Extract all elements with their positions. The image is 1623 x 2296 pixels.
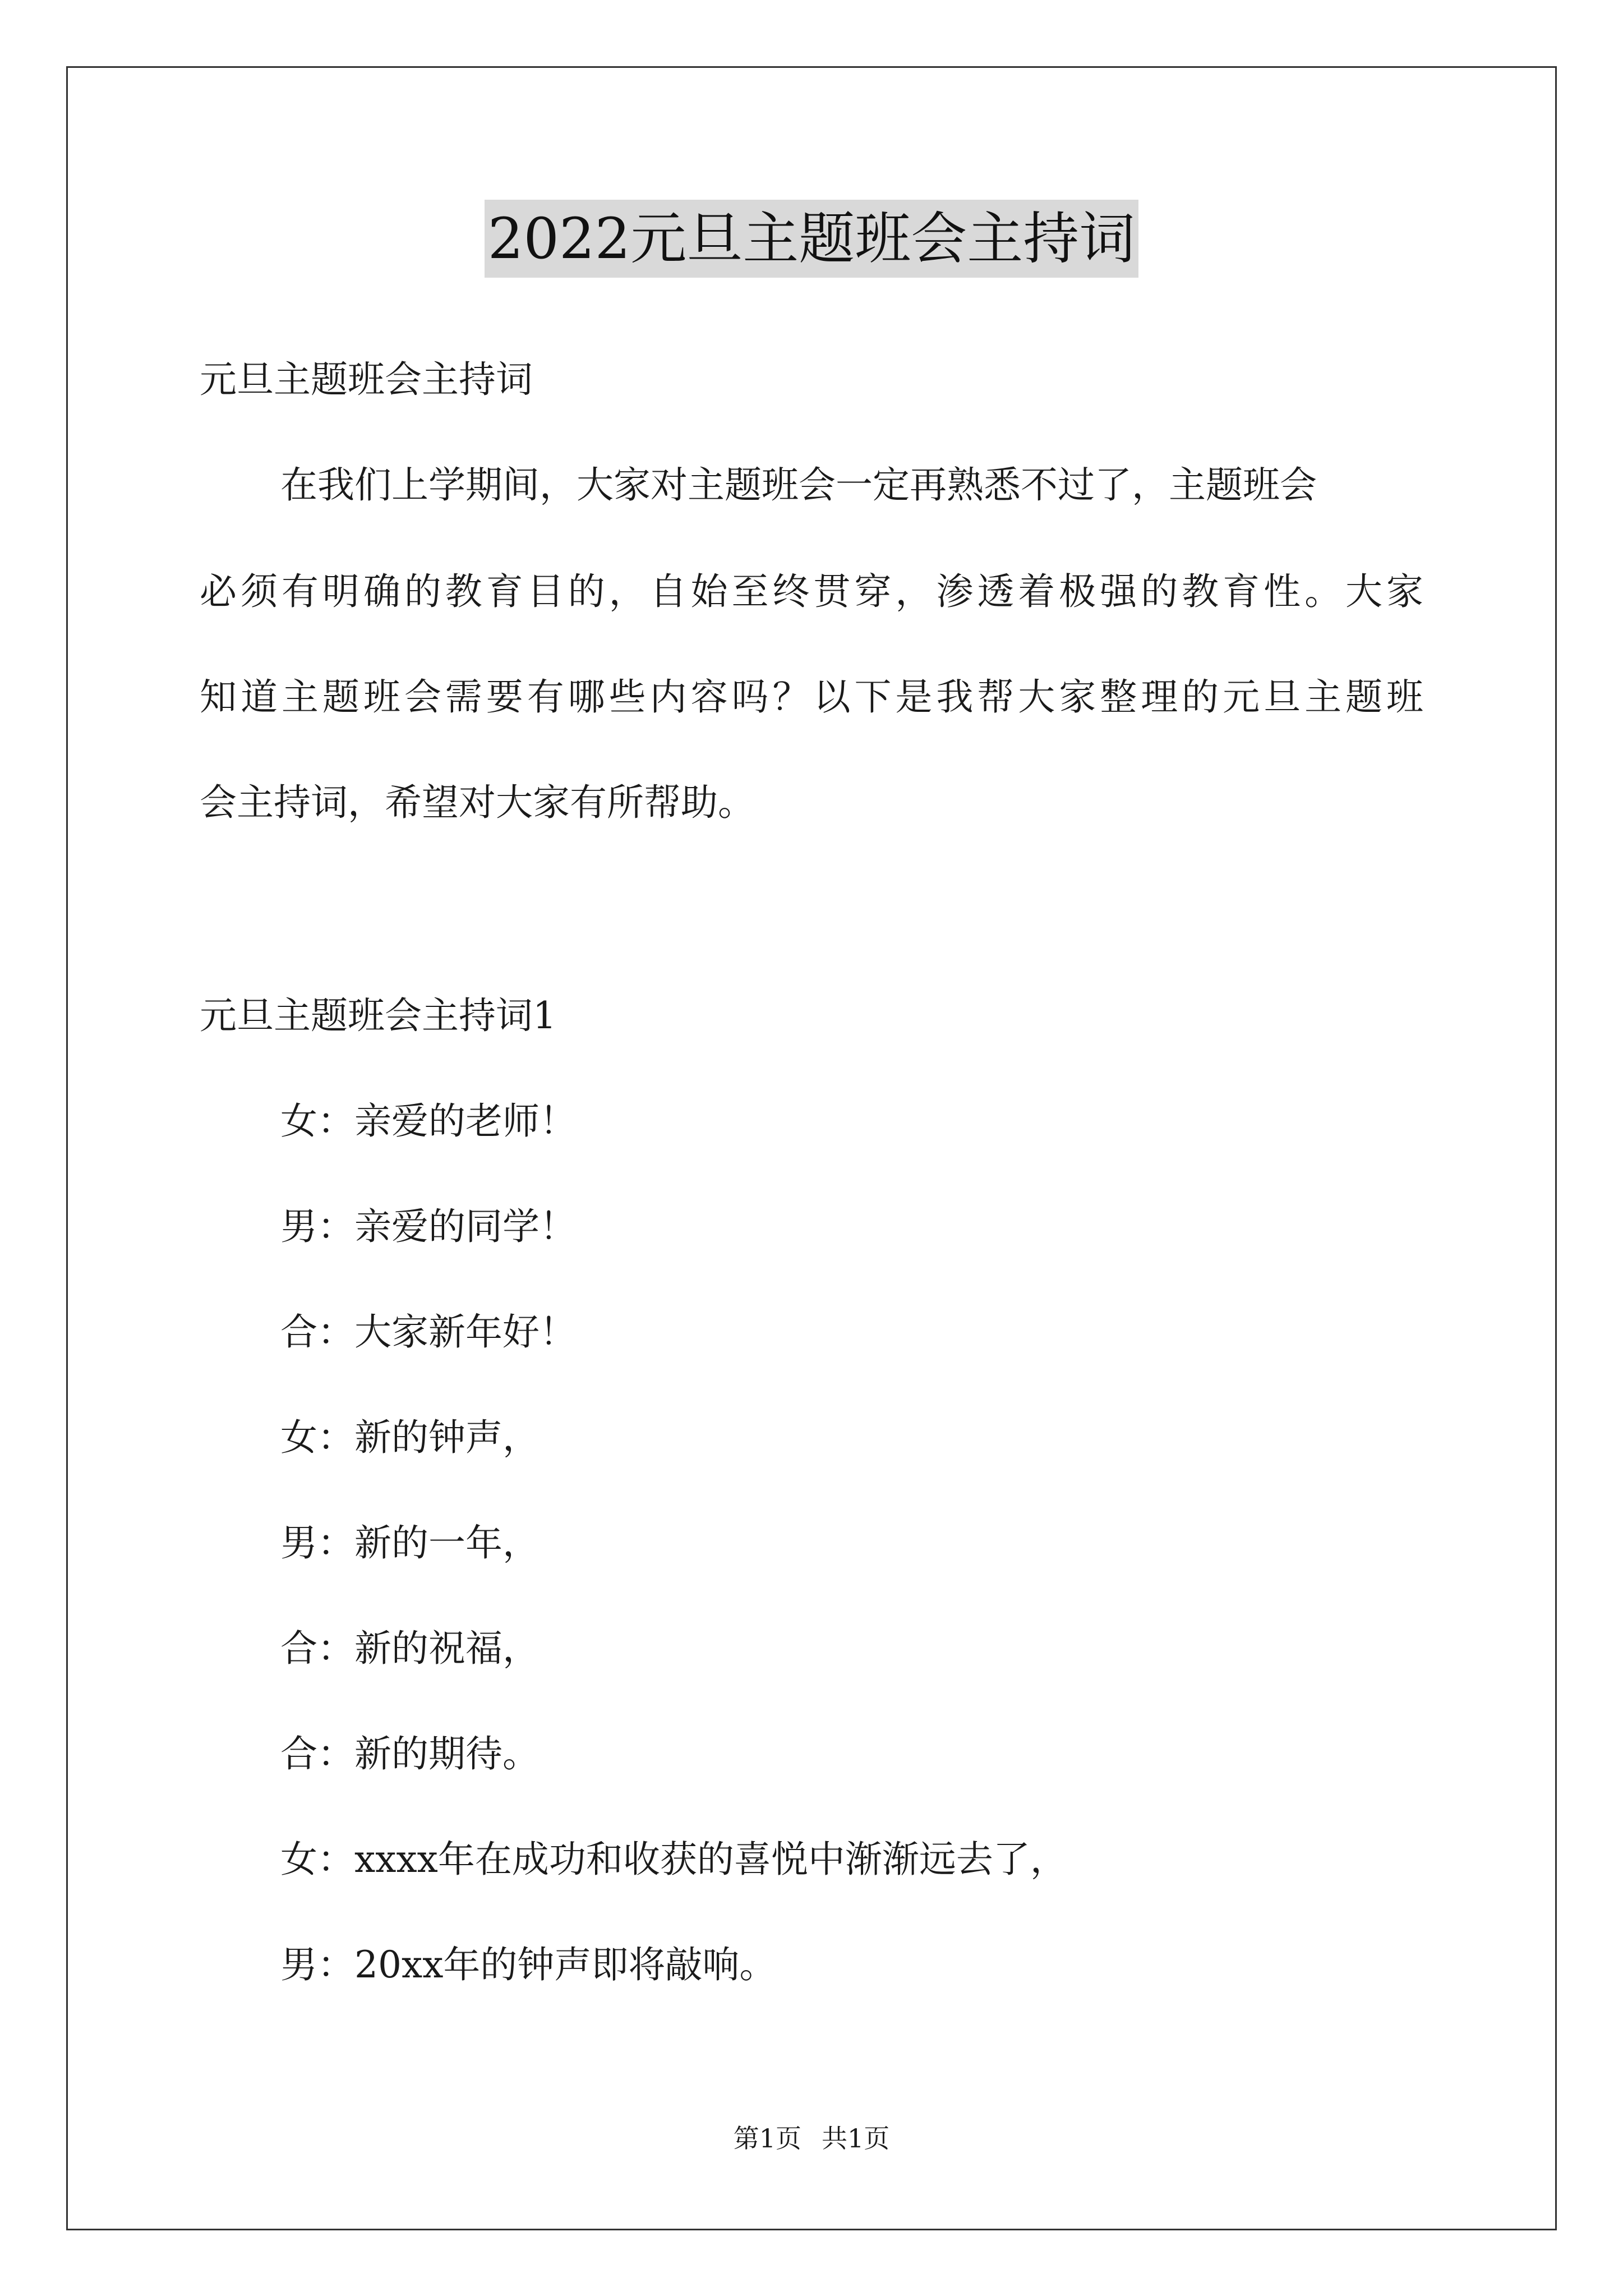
intro-line-1: 在我们上学期间，大家对主题班会一定再熟悉不过了，主题班会 <box>280 463 1317 507</box>
section-heading: 元旦主题班会主持词1 <box>200 994 556 1037</box>
dialogue-line: 合：新的祝福， <box>280 1627 540 1670</box>
document-title: 2022元旦主题班会主持词 <box>485 200 1139 278</box>
intro-line-3: 知道主题班会需要有哪些内容吗？以下是我帮大家整理的元旦主题班 <box>200 675 1423 719</box>
dialogue-line: 合：大家新年好！ <box>280 1310 577 1354</box>
page-number-total: 共1页 <box>822 2123 890 2154</box>
intro-line-2: 必须有明确的教育目的，自始至终贯穿，渗透着极强的教育性。大家 <box>200 570 1423 613</box>
dialogue-line: 女：xxxx年在成功和收获的喜悦中渐渐远去了， <box>280 1838 1067 1881</box>
dialogue-line: 合：新的期待。 <box>280 1732 540 1775</box>
dialogue-line: 男：亲爱的同学！ <box>280 1205 577 1248</box>
page-number-current: 第1页 <box>733 2123 801 2154</box>
dialogue-line: 男：20xx年的钟声即将敲响。 <box>280 1943 777 1986</box>
page-footer <box>0 2122 1623 2155</box>
dialogue-line: 男：新的一年， <box>280 1521 540 1565</box>
title-container <box>0 200 1623 278</box>
dialogue-line: 女：亲爱的老师！ <box>280 1099 577 1143</box>
intro-line-4: 会主持词，希望对大家有所帮助。 <box>200 781 755 824</box>
dialogue-line: 女：新的钟声， <box>280 1416 540 1459</box>
document-heading: 元旦主题班会主持词 <box>200 358 533 401</box>
